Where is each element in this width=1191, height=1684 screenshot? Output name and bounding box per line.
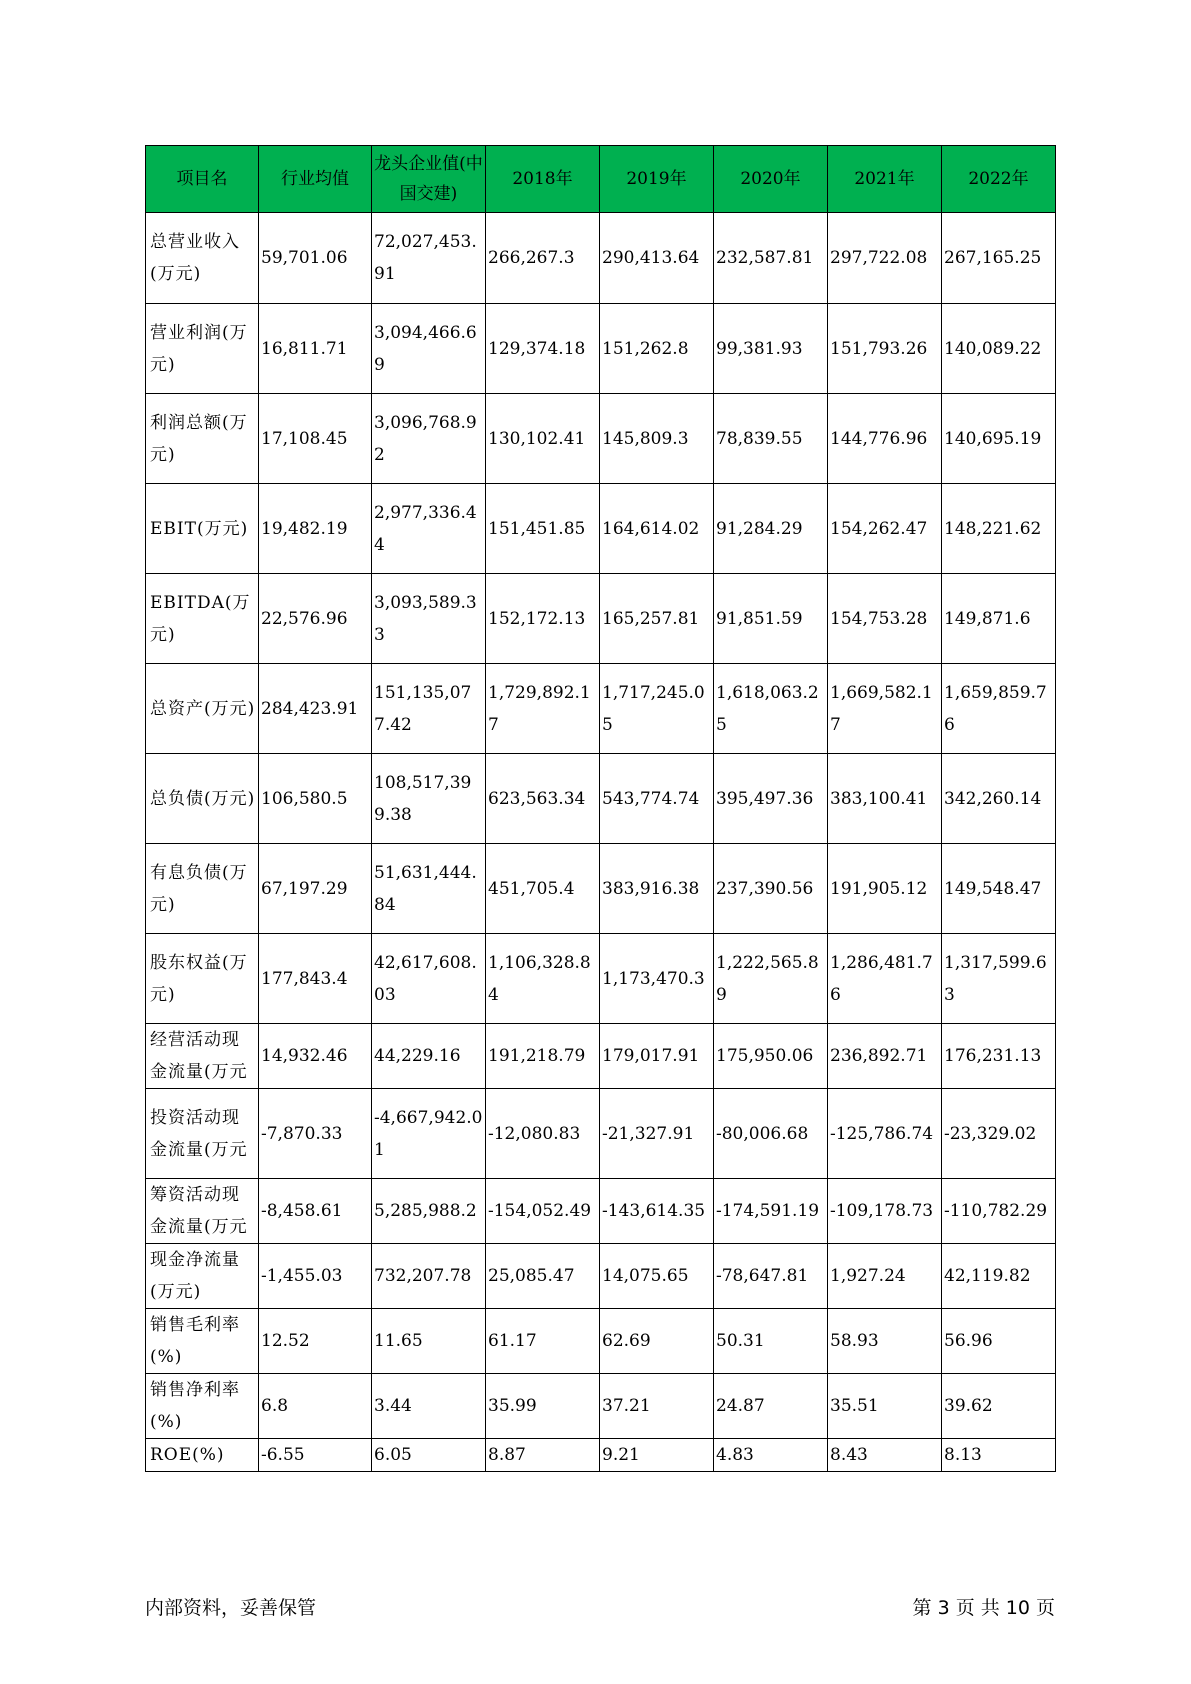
- table-cell: 175,950.06: [714, 1024, 828, 1089]
- table-cell: 267,165.25: [942, 213, 1056, 304]
- column-header: 2019年: [600, 146, 714, 213]
- table-cell: 24.87: [714, 1374, 828, 1439]
- table-cell: 3,093,589.33: [372, 574, 486, 664]
- table-cell: 1,286,481.76: [828, 934, 942, 1024]
- row-label: 筹资活动现金流量(万元: [146, 1179, 259, 1244]
- table-cell: 149,548.47: [942, 844, 1056, 934]
- table-cell: 12.52: [259, 1309, 372, 1374]
- table-cell: 3,094,466.69: [372, 304, 486, 394]
- table-cell: 140,089.22: [942, 304, 1056, 394]
- row-label: 有息负债(万元): [146, 844, 259, 934]
- table-cell: 151,262.8: [600, 304, 714, 394]
- table-cell: 148,221.62: [942, 484, 1056, 574]
- column-header: 2020年: [714, 146, 828, 213]
- table-cell: -80,006.68: [714, 1089, 828, 1179]
- row-label: 总营业收入(万元): [146, 213, 259, 304]
- table-cell: 191,218.79: [486, 1024, 600, 1089]
- table-cell: -21,327.91: [600, 1089, 714, 1179]
- financial-data-table: [145, 145, 1056, 1472]
- table-cell: 72,027,453.91: [372, 213, 486, 304]
- table-cell: 140,695.19: [942, 394, 1056, 484]
- table-cell: -23,329.02: [942, 1089, 1056, 1179]
- table-cell: 236,892.71: [828, 1024, 942, 1089]
- table-cell: 4.83: [714, 1439, 828, 1472]
- table-cell: 284,423.91: [259, 664, 372, 754]
- table-cell: 5,285,988.2: [372, 1179, 486, 1244]
- table-row: [146, 394, 1056, 484]
- table-cell: 165,257.81: [600, 574, 714, 664]
- table-cell: 8.87: [486, 1439, 600, 1472]
- table-cell: 39.62: [942, 1374, 1056, 1439]
- table-cell: 342,260.14: [942, 754, 1056, 844]
- table-cell: 3,096,768.92: [372, 394, 486, 484]
- table-cell: 22,576.96: [259, 574, 372, 664]
- column-header: 项目名: [146, 146, 259, 213]
- column-header: 2021年: [828, 146, 942, 213]
- table-cell: 1,317,599.63: [942, 934, 1056, 1024]
- table-cell: -8,458.61: [259, 1179, 372, 1244]
- table-cell: -143,614.35: [600, 1179, 714, 1244]
- table-cell: 14,075.65: [600, 1244, 714, 1309]
- table-cell: 6.8: [259, 1374, 372, 1439]
- row-label: 总负债(万元): [146, 754, 259, 844]
- table-cell: 290,413.64: [600, 213, 714, 304]
- table-cell: 67,197.29: [259, 844, 372, 934]
- row-label: 经营活动现金流量(万元: [146, 1024, 259, 1089]
- row-label: 总资产(万元): [146, 664, 259, 754]
- table-cell: 106,580.5: [259, 754, 372, 844]
- table-cell: 1,669,582.17: [828, 664, 942, 754]
- table-cell: 177,843.4: [259, 934, 372, 1024]
- table-cell: 266,267.3: [486, 213, 600, 304]
- table-cell: -6.55: [259, 1439, 372, 1472]
- table-cell: 17,108.45: [259, 394, 372, 484]
- table-row: [146, 1244, 1056, 1309]
- row-label: EBITDA(万元): [146, 574, 259, 664]
- table-cell: 154,262.47: [828, 484, 942, 574]
- row-label: 营业利润(万元): [146, 304, 259, 394]
- table-cell: 16,811.71: [259, 304, 372, 394]
- table-cell: 144,776.96: [828, 394, 942, 484]
- table-cell: 1,618,063.25: [714, 664, 828, 754]
- table-cell: 58.93: [828, 1309, 942, 1374]
- table-cell: 1,729,892.17: [486, 664, 600, 754]
- table-row: [146, 484, 1056, 574]
- table-row: [146, 934, 1056, 1024]
- table-cell: 149,871.6: [942, 574, 1056, 664]
- table-cell: -1,455.03: [259, 1244, 372, 1309]
- table-cell: 59,701.06: [259, 213, 372, 304]
- table-cell: 51,631,444.84: [372, 844, 486, 934]
- table-cell: 1,173,470.3: [600, 934, 714, 1024]
- table-cell: 42,617,608.03: [372, 934, 486, 1024]
- table-cell: 108,517,399.38: [372, 754, 486, 844]
- table-row: [146, 1374, 1056, 1439]
- table-cell: -7,870.33: [259, 1089, 372, 1179]
- table-cell: 42,119.82: [942, 1244, 1056, 1309]
- table-cell: 237,390.56: [714, 844, 828, 934]
- table-row: [146, 1439, 1056, 1472]
- table-cell: 164,614.02: [600, 484, 714, 574]
- table-cell: 145,809.3: [600, 394, 714, 484]
- table-cell: 383,916.38: [600, 844, 714, 934]
- row-label: ROE(%): [146, 1439, 259, 1472]
- table-cell: 191,905.12: [828, 844, 942, 934]
- table-cell: 78,839.55: [714, 394, 828, 484]
- table-cell: 297,722.08: [828, 213, 942, 304]
- column-header: 2018年: [486, 146, 600, 213]
- table-cell: 1,222,565.89: [714, 934, 828, 1024]
- column-header: 龙头企业值(中国交建): [372, 146, 486, 213]
- row-label: EBIT(万元): [146, 484, 259, 574]
- table-cell: 6.05: [372, 1439, 486, 1472]
- table-cell: 9.21: [600, 1439, 714, 1472]
- table-row: [146, 1309, 1056, 1374]
- table-cell: 151,135,077.42: [372, 664, 486, 754]
- table-row: [146, 1179, 1056, 1244]
- table-cell: 25,085.47: [486, 1244, 600, 1309]
- table-cell: 451,705.4: [486, 844, 600, 934]
- table-cell: 395,497.36: [714, 754, 828, 844]
- table-row: [146, 844, 1056, 934]
- table-cell: 383,100.41: [828, 754, 942, 844]
- table-cell: 1,927.24: [828, 1244, 942, 1309]
- table-row: [146, 1089, 1056, 1179]
- table-cell: 14,932.46: [259, 1024, 372, 1089]
- table-cell: 151,451.85: [486, 484, 600, 574]
- table-cell: -125,786.74: [828, 1089, 942, 1179]
- table-cell: 732,207.78: [372, 1244, 486, 1309]
- table-cell: 129,374.18: [486, 304, 600, 394]
- table-cell: 37.21: [600, 1374, 714, 1439]
- table-cell: -78,647.81: [714, 1244, 828, 1309]
- table-cell: -12,080.83: [486, 1089, 600, 1179]
- table-cell: 1,106,328.84: [486, 934, 600, 1024]
- row-label: 销售净利率(%): [146, 1374, 259, 1439]
- row-label: 投资活动现金流量(万元: [146, 1089, 259, 1179]
- column-header: 2022年: [942, 146, 1056, 213]
- table-cell: 1,659,859.76: [942, 664, 1056, 754]
- table-cell: -110,782.29: [942, 1179, 1056, 1244]
- table-cell: 232,587.81: [714, 213, 828, 304]
- table-body: [146, 213, 1056, 1472]
- table-cell: 151,793.26: [828, 304, 942, 394]
- table-row: [146, 213, 1056, 304]
- table-cell: 623,563.34: [486, 754, 600, 844]
- table-cell: 50.31: [714, 1309, 828, 1374]
- table-cell: 130,102.41: [486, 394, 600, 484]
- table-cell: -174,591.19: [714, 1179, 828, 1244]
- table-cell: 19,482.19: [259, 484, 372, 574]
- table-cell: 99,381.93: [714, 304, 828, 394]
- footer-confidential-note: 内部资料，妥善保管: [145, 1597, 317, 1619]
- table-row: [146, 1024, 1056, 1089]
- table-row: [146, 754, 1056, 844]
- table-cell: 543,774.74: [600, 754, 714, 844]
- row-label: 现金净流量(万元): [146, 1244, 259, 1309]
- table-cell: 91,284.29: [714, 484, 828, 574]
- table-cell: 35.99: [486, 1374, 600, 1439]
- table-cell: 61.17: [486, 1309, 600, 1374]
- column-header: 行业均值: [259, 146, 372, 213]
- table-row: [146, 574, 1056, 664]
- table-cell: 44,229.16: [372, 1024, 486, 1089]
- table-cell: 91,851.59: [714, 574, 828, 664]
- table-cell: 62.69: [600, 1309, 714, 1374]
- table-cell: -154,052.49: [486, 1179, 600, 1244]
- table-cell: 154,753.28: [828, 574, 942, 664]
- table-cell: 8.13: [942, 1439, 1056, 1472]
- table-header-row: [146, 146, 1056, 213]
- table-cell: 8.43: [828, 1439, 942, 1472]
- table-cell: 2,977,336.44: [372, 484, 486, 574]
- table-cell: 3.44: [372, 1374, 486, 1439]
- table-cell: 35.51: [828, 1374, 942, 1439]
- table-cell: 176,231.13: [942, 1024, 1056, 1089]
- table-row: [146, 304, 1056, 394]
- table-cell: 152,172.13: [486, 574, 600, 664]
- row-label: 股东权益(万元): [146, 934, 259, 1024]
- table-cell: -4,667,942.01: [372, 1089, 486, 1179]
- row-label: 销售毛利率(%): [146, 1309, 259, 1374]
- footer-page-number: 第 3 页 共 10 页: [912, 1597, 1055, 1619]
- table-cell: -109,178.73: [828, 1179, 942, 1244]
- table-row: [146, 664, 1056, 754]
- table-cell: 56.96: [942, 1309, 1056, 1374]
- table-cell: 179,017.91: [600, 1024, 714, 1089]
- table-cell: 1,717,245.05: [600, 664, 714, 754]
- row-label: 利润总额(万元): [146, 394, 259, 484]
- table-cell: 11.65: [372, 1309, 486, 1374]
